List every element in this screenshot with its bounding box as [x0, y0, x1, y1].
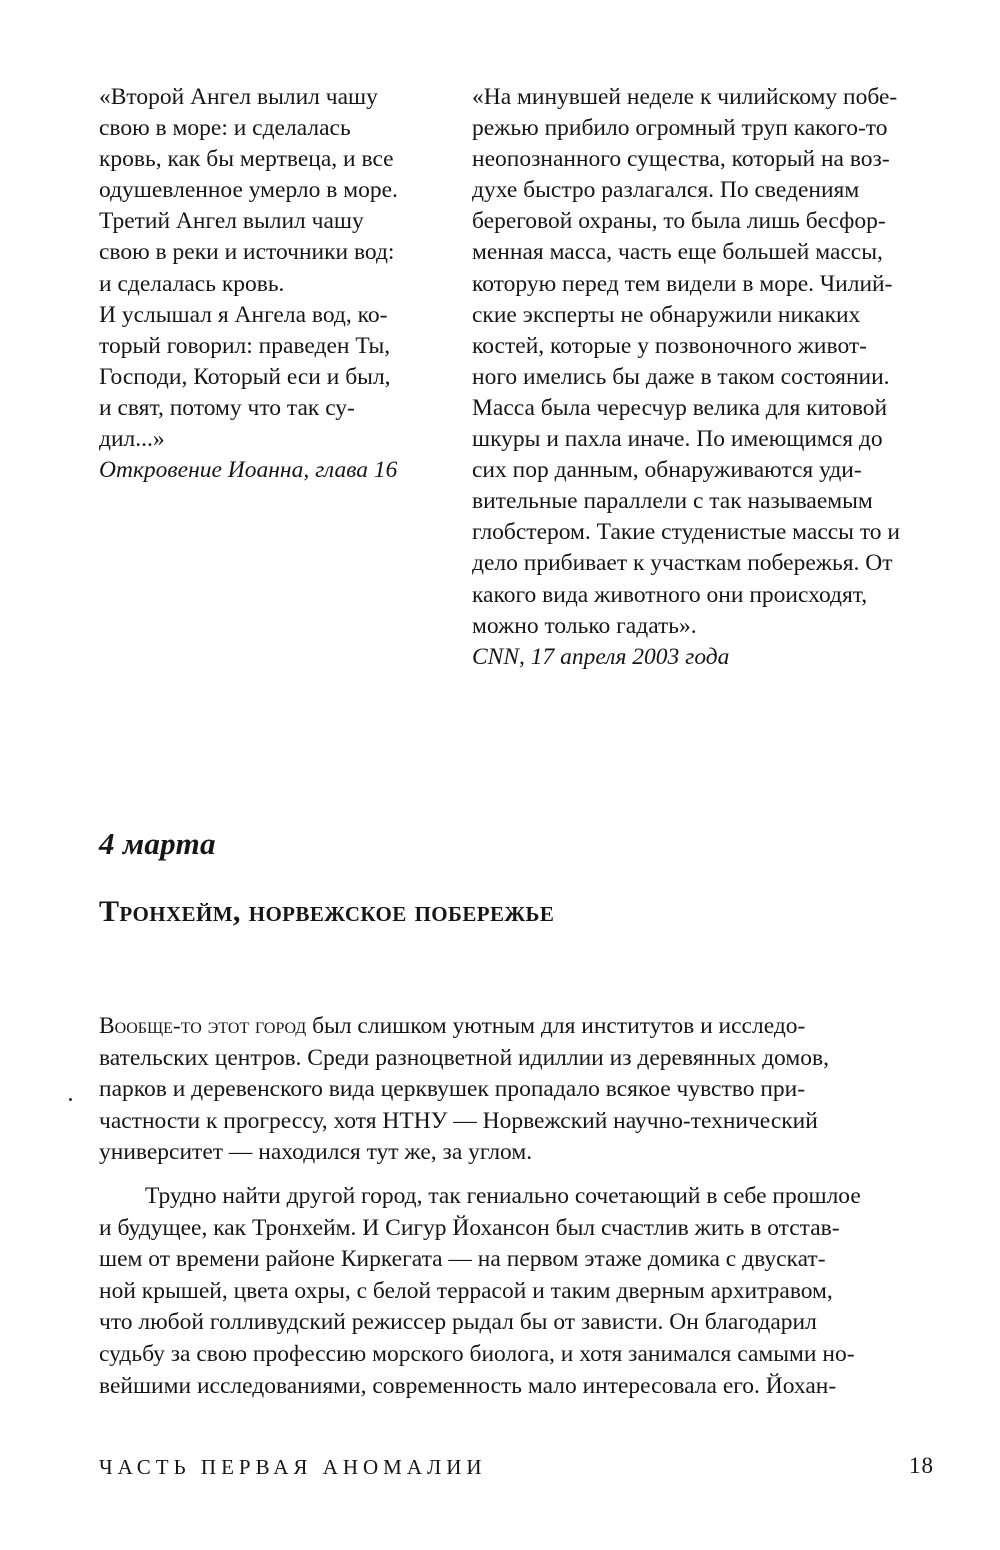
- epigraph-line: ного имелись бы даже в таком состоянии.: [472, 363, 890, 390]
- epigraph-line: глобстером. Такие студенистые массы то и: [472, 519, 901, 546]
- epigraph-source: Откровение Иоанна, глава 16: [99, 457, 398, 484]
- epigraph-line: костей, которые у позвоночного живот-: [472, 332, 867, 359]
- chapter-date: 4 марта: [99, 826, 216, 861]
- opening-words: Вообще-то этот город: [99, 1013, 307, 1039]
- body-line: частности к прогрессу, хотя НТНУ — Норвежский научно-технический: [99, 1107, 818, 1134]
- epigraph-line: дело прибивает к участкам побережья. От: [472, 550, 893, 577]
- epigraph-line: «На минувшей неделе к чилийскому побе-: [472, 84, 898, 110]
- epigraph-line: какого вида животного они происходят,: [472, 581, 868, 608]
- body-line: шем от времени районе Киркегата — на первом этаже домика с двускат-: [99, 1246, 826, 1273]
- page-number: 18: [909, 1453, 934, 1478]
- epigraph-line: шкуры и пахла иначе. По имеющимся до: [472, 426, 883, 453]
- epigraph-line: Третий Ангел вылил чашу: [99, 208, 364, 235]
- epigraph-line: береговой охраны, то была лишь бесфор-: [472, 208, 886, 235]
- epigraph-line: Господи, Который еси и был,: [99, 363, 391, 390]
- body-line: ной крышей, цвета охры, с белой террасой и таким дверным архитравом,: [99, 1277, 833, 1304]
- body-line: Трудно найти другой город, так гениально сочетающий в себе прошлое: [145, 1182, 861, 1209]
- body-line: вейшими исследованиями, современность мало интересовала его. Йохан-: [99, 1372, 837, 1399]
- epigraph-line: вительные параллели с так называемым: [472, 488, 873, 515]
- paragraph-gap: [99, 1169, 939, 1181]
- epigraph-line: свою в море: и сделалась: [99, 115, 351, 142]
- body-line: что любой голливудский режиссер рыдал бы от зависти. Он благодарил: [99, 1309, 817, 1336]
- epigraph-line: И услышал я Ангела вод, ко-: [99, 301, 388, 328]
- body-text: [99, 1011, 939, 1402]
- epigraph-line: ские эксперты не обнаружили никаких: [472, 301, 861, 328]
- epigraph-line: неопознанного существа, который на воз-: [472, 146, 890, 173]
- epigraph-line: «Второй Ангел вылил чашу: [99, 84, 378, 110]
- epigraph-line: кровь, как бы мертвеца, и все: [99, 146, 394, 173]
- epigraph-line: одушевленное умерло в море.: [99, 177, 398, 204]
- epigraph-cnn: [472, 82, 932, 673]
- epigraph-revelation: [99, 82, 439, 486]
- epigraph-line: можно только гадать».: [472, 612, 697, 639]
- body-line: университет — находился тут же, за углом.: [99, 1139, 533, 1166]
- scan-speck: [69, 1098, 72, 1101]
- body-line: [99, 1011, 939, 1043]
- epigraph-line: режью прибило огромный труп какого-то: [472, 115, 888, 142]
- epigraph-line: дил...»: [99, 426, 165, 453]
- epigraph-line: свою в реки и источники вод:: [99, 239, 395, 266]
- epigraph-source: CNN, 17 апреля 2003 года: [472, 643, 730, 670]
- epigraph-line: менная масса, часть еще большей массы,: [472, 239, 883, 266]
- epigraph-line: и свят, потому что так су-: [99, 394, 355, 421]
- body-line: вательских центров. Среди разноцветной идиллии из деревянных домов,: [99, 1044, 829, 1071]
- running-footer: ЧАСТЬ ПЕРВАЯ АНОМАЛИИ: [99, 1455, 487, 1479]
- body-line: судьбу за свою профессию морского биолога, и хотя занимался самыми но-: [99, 1340, 855, 1367]
- body-line: парков и деревенского вида церквушек пропадало всякое чувство при-: [99, 1076, 806, 1103]
- epigraph-line: торый говорил: праведен Ты,: [99, 332, 391, 359]
- epigraph-line: и сделалась кровь.: [99, 270, 285, 297]
- chapter-heading: Тронхейм, норвежское побережье: [99, 895, 555, 928]
- body-line: и будущее, как Тронхейм. И Сигур Йохансон был счастлив жить в отстав-: [99, 1214, 840, 1241]
- body-line-text: был слишком уютным для институтов и исследо-: [306, 1013, 806, 1039]
- epigraph-line: сих пор данным, обнаруживаются уди-: [472, 457, 862, 484]
- epigraph-line: духе быстро разлагался. По сведениям: [472, 177, 860, 204]
- epigraph-line: которую перед тем видели в море. Чилий-: [472, 270, 893, 297]
- epigraph-line: Масса была чересчур велика для китовой: [472, 394, 888, 421]
